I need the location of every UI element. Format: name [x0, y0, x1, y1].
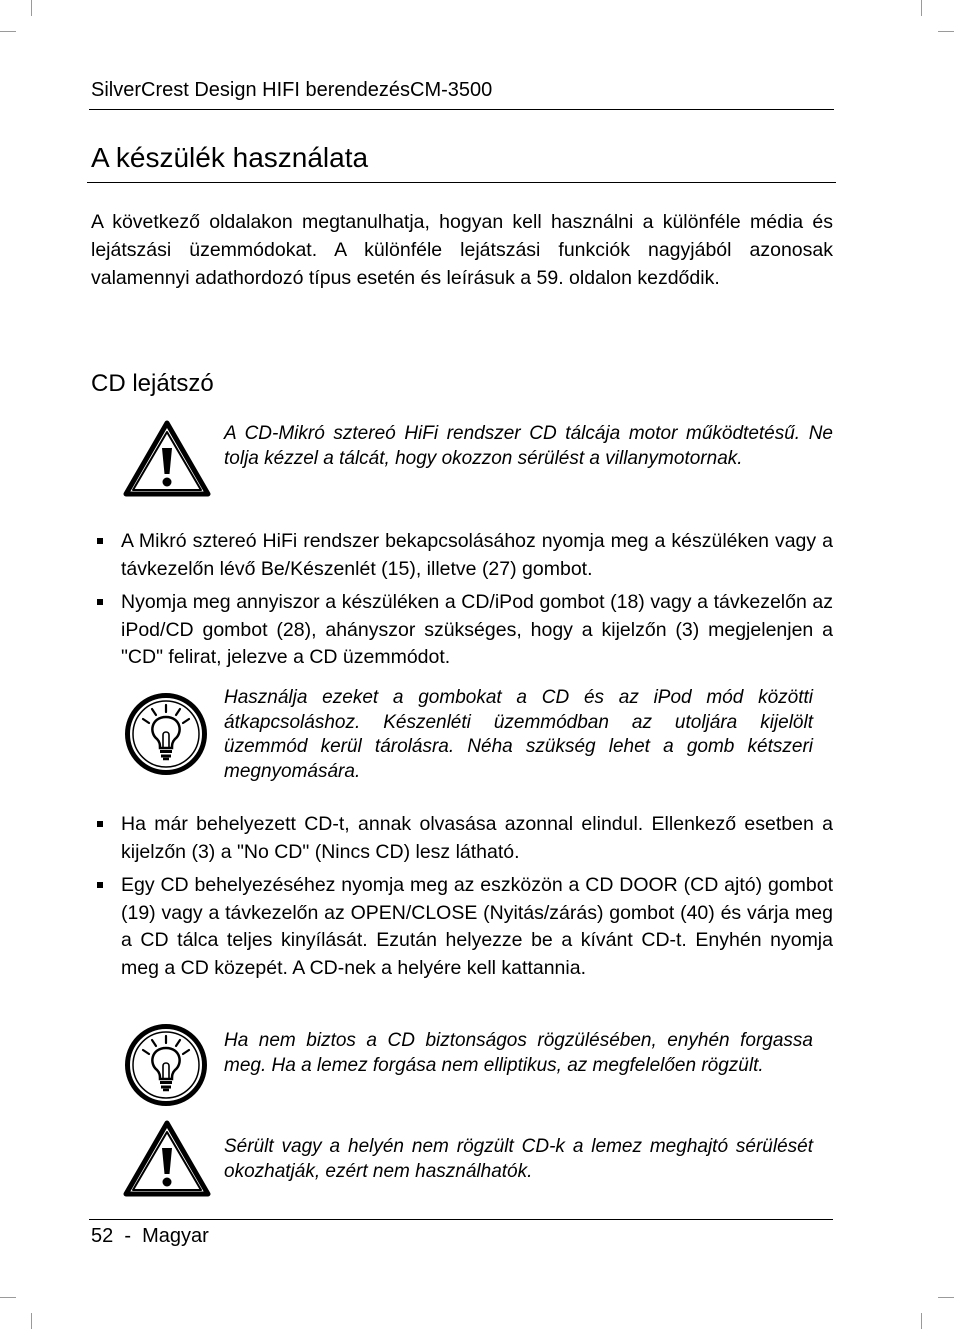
tip-note: Használja ezeket a gombokat a CD és az iPod mód közötti átkapcsoláshoz. Készenléti üzemmódban az utoljára kijelölt üzemmód kerül tárolásra. Néha szükség lehet a gomb kétszeri megnyomására.: [224, 687, 813, 782]
subsection-title: CD lejátszó: [91, 370, 214, 397]
warning-triangle-icon: [123, 1120, 211, 1198]
crop-mark: [31, 1313, 32, 1329]
crop-mark: [0, 1297, 16, 1298]
footer-divider: [89, 1219, 833, 1220]
crop-mark: [0, 31, 16, 32]
crop-mark: [938, 31, 954, 32]
bullet-square: [97, 821, 103, 827]
lightbulb-tip-icon: [125, 1024, 207, 1106]
section-divider: [87, 182, 836, 183]
tip-note: Ha nem biztos a CD biztonságos rögzülésében, enyhén forgassa meg. Ha a lemez forgása nem elliptikus, az megfelelően rögzült.: [224, 1030, 813, 1076]
crop-mark: [921, 0, 922, 16]
instruction-list: [95, 811, 833, 988]
crop-mark: [921, 1313, 922, 1329]
warning-note: A CD-Mikró sztereó HiFi rendszer CD tálcája motor működtetésű. Ne tolja kézzel a tálcát, hogy okozzon sérülést a villanymotornak.: [224, 423, 833, 469]
list-item: Egy CD behelyezéséhez nyomja meg az eszközön a CD DOOR (CD ajtó) gombot (19) vagy a távkezelőn az OPEN/CLOSE (Nyitás/zárás) gombot (40) és várja meg a CD tálca teljes kinyílását. Ezután helyezze be a kívánt CD-t. Enyhén nyomja meg a CD közepét. A CD-nek a helyére kell kattannia.: [95, 872, 833, 982]
crop-mark: [938, 1297, 954, 1298]
page-number: 52 - Magyar: [91, 1225, 209, 1247]
lightbulb-tip-icon: [125, 693, 207, 775]
warning-note: Sérült vagy a helyén nem rögzült CD-k a lemez meghajtó sérülését okozhatják, ezért nem használhatók.: [224, 1136, 813, 1182]
list-item: Nyomja meg annyiszor a készüléken a CD/iPod gombot (18) vagy a távkezelőn az iPod/CD gombot (28), ahányszor szükséges, hogy a kijelzőn (3) megjelenjen a "CD" felirat, jelezve a CD üzemmódot.: [95, 589, 833, 672]
warning-triangle-icon: [123, 420, 211, 498]
running-header: SilverCrest Design HIFI berendezésCM-3500: [91, 79, 493, 101]
instruction-list: [95, 528, 833, 678]
crop-mark: [31, 0, 32, 16]
bullet-square: [97, 599, 103, 605]
list-item: Ha már behelyezett CD-t, annak olvasása azonnal elindul. Ellenkező esetben a kijelzőn (3) a "No CD" (Nincs CD) lesz látható.: [95, 811, 833, 866]
section-title: A készülék használata: [91, 142, 369, 173]
bullet-square: [97, 538, 103, 544]
bullet-square: [97, 882, 103, 888]
header-divider: [89, 109, 834, 110]
intro-paragraph: A következő oldalakon megtanulhatja, hogyan kell használni a különféle média és lejátszási üzemmódokat. A különféle lejátszási funkciók nagyjából azonosak valamennyi adathordozó típus esetén és leírásuk a 59. oldalon kezdődik.: [91, 211, 833, 289]
list-item: A Mikró sztereó HiFi rendszer bekapcsolásához nyomja meg a készüléken vagy a távkezelőn lévő Be/Készenlét (15), illetve (27) gombot.: [95, 528, 833, 583]
